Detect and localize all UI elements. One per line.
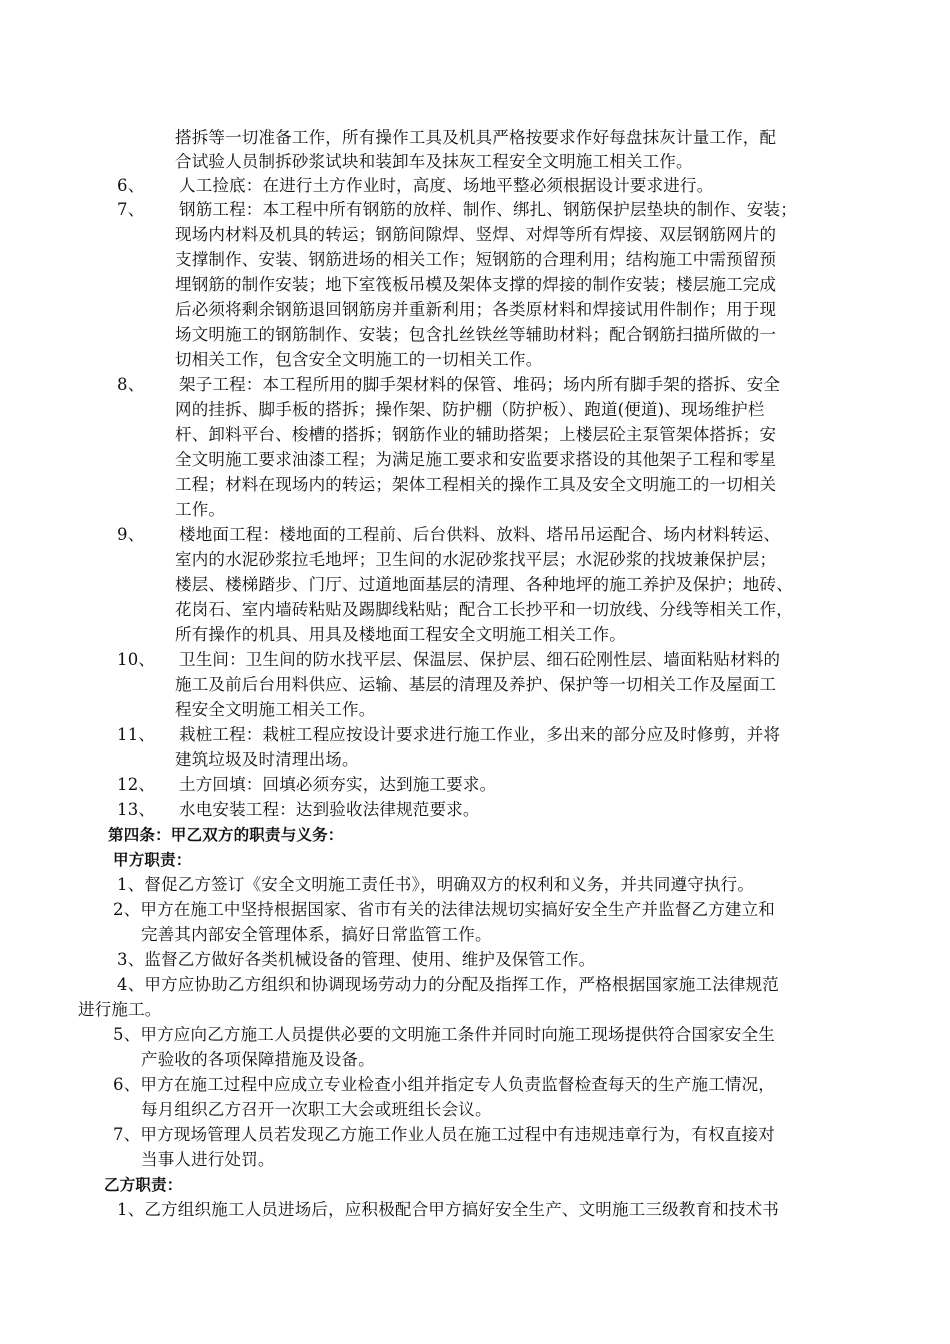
text-line: 6、甲方在施工过程中应成立专业检查小组并指定专人负责监督检查每天的生产施工情况， (113, 1075, 775, 1094)
text-line: 所有操作的机具、用具及楼地面工程安全文明施工相关工作。 (175, 625, 626, 644)
text-line: 建筑垃圾及时清理出场。 (175, 750, 359, 769)
item-number: 13、 (117, 800, 156, 819)
text-line: 工作。 (175, 500, 226, 519)
item-number: 8、 (117, 375, 145, 394)
text-line: 土方回填：回填必须夯实，达到施工要求。 (179, 775, 497, 794)
text-line: 每月组织乙方召开一次职工大会或班组长会议。 (141, 1100, 492, 1119)
text-line: 工程；材料在现场内的转运；架体工程相关的操作工具及安全文明施工的一切相关 (175, 475, 777, 494)
text-line: 切相关工作，包含安全文明施工的一切相关工作。 (175, 350, 543, 369)
text-line: 1、督促乙方签订《安全文明施工责任书》，明确双方的权利和义务，并共同遵守执行。 (117, 875, 755, 894)
item-number: 10、 (117, 650, 156, 669)
text-line: 花岗石、室内墙砖粘贴及踢脚线粘贴；配合工长抄平和一切放线、分线等相关工作， (175, 600, 793, 619)
subsection-heading: 甲方职责： (113, 850, 192, 869)
text-line: 产验收的各项保障措施及设备。 (141, 1050, 375, 1069)
text-line: 栽桩工程：栽桩工程应按设计要求进行施工作业，多出来的部分应及时修剪，并将 (179, 725, 781, 744)
text-line: 搭拆等一切准备工作，所有操作工具及机具严格按要求作好每盘抹灰计量工作，配 (175, 128, 777, 147)
text-line: 程安全文明施工相关工作。 (175, 700, 376, 719)
text-line: 完善其内部安全管理体系，搞好日常监管工作。 (141, 925, 492, 944)
text-line: 楼层、楼梯踏步、门厅、过道地面基层的清理、各种地坪的施工养护及保护；地砖、 (175, 575, 793, 594)
text-line: 施工及前后台用料供应、运输、基层的清理及养护、保护等一切相关工作及屋面工 (175, 675, 777, 694)
text-line: 室内的水泥砂浆拉毛地坪；卫生间的水泥砂浆找平层；水泥砂浆的找坡兼保护层； (175, 550, 777, 569)
text-line: 钢筋工程：本工程中所有钢筋的放样、制作、绑扎、钢筋保护层垫块的制作、安装； (179, 200, 797, 219)
text-line: 卫生间：卫生间的防水找平层、保温层、保护层、细石砼刚性层、墙面粘贴材料的 (179, 650, 781, 669)
item-number: 7、 (117, 200, 145, 219)
text-line: 当事人进行处罚。 (141, 1150, 275, 1169)
text-line: 2、甲方在施工中坚持根据国家、省市有关的法律法规切实搞好安全生产并监督乙方建立和 (113, 900, 775, 919)
text-line: 支撑制作、安装、钢筋进场的相关工作；短钢筋的合理利用；结构施工中需预留预 (175, 250, 777, 269)
text-line: 杆、卸料平台、梭槽的搭拆；钢筋作业的辅助搭架；上楼层砼主泵管架体搭拆；安 (175, 425, 777, 444)
item-number: 9、 (117, 525, 145, 544)
text-line: 水电安装工程：达到验收法律规范要求。 (179, 800, 480, 819)
text-line: 人工捡底：在进行土方作业时，高度、场地平整必须根据设计要求进行。 (179, 176, 714, 195)
text-line: 场文明施工的钢筋制作、安装；包含扎丝铁丝等辅助材料；配合钢筋扫描所做的一 (175, 325, 777, 344)
text-line: 现场内材料及机具的转运；钢筋间隙焊、竖焊、对焊等所有焊接、双层钢筋网片的 (175, 225, 777, 244)
section-heading: 第四条：甲乙双方的职责与义务： (108, 825, 344, 844)
item-number: 12、 (117, 775, 156, 794)
text-line: 埋钢筋的制作安装；地下室筏板吊模及架体支撑的焊接的制作安装；楼层施工完成 (175, 275, 777, 294)
item-number: 6、 (117, 176, 145, 195)
text-line: 进行施工。 (78, 1000, 162, 1019)
subsection-heading: 乙方职责： (104, 1175, 183, 1194)
text-line: 7、甲方现场管理人员若发现乙方施工作业人员在施工过程中有违规违章行为，有权直接对 (113, 1125, 775, 1144)
text-line: 后必须将剩余钢筋退回钢筋房并重新利用；各类原材料和焊接试用件制作；用于现 (175, 300, 777, 319)
text-line: 架子工程：本工程所用的脚手架材料的保管、堆码；场内所有脚手架的搭拆、安全 (179, 375, 781, 394)
text-line: 4、甲方应协助乙方组织和协调现场劳动力的分配及指挥工作，严格根据国家施工法律规范 (117, 975, 779, 994)
item-number: 11、 (117, 725, 156, 744)
text-line: 网的挂拆、脚手板的搭拆；操作架、防护棚（防护板）、跑道(便道)、现场维护栏 (175, 400, 765, 419)
text-line: 1、乙方组织施工人员进场后，应积极配合甲方搞好安全生产、文明施工三级教育和技术书 (117, 1200, 779, 1219)
text-line: 3、监督乙方做好各类机械设备的管理、使用、维护及保管工作。 (117, 950, 596, 969)
text-line: 合试验人员制拆砂浆试块和装卸车及抹灰工程安全文明施工相关工作。 (175, 152, 693, 171)
text-line: 楼地面工程：楼地面的工程前、后台供料、放料、塔吊吊运配合、场内材料转运、 (179, 525, 781, 544)
text-line: 5、甲方应向乙方施工人员提供必要的文明施工条件并同时向施工现场提供符合国家安全生 (113, 1025, 775, 1044)
text-line: 全文明施工要求油漆工程；为满足施工要求和安监要求搭设的其他架子工程和零星 (175, 450, 777, 469)
